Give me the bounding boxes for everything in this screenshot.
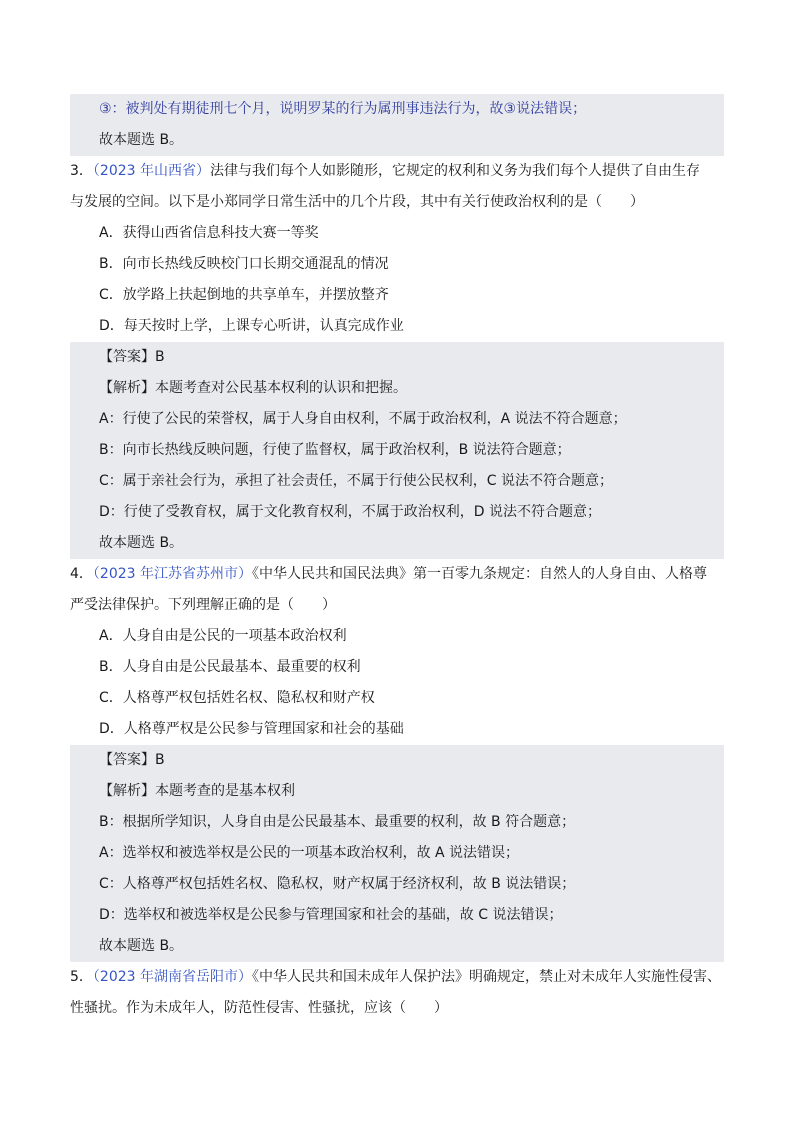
document-page bbox=[70, 94, 724, 1024]
analysis-text: 本题考查的是基本权利 bbox=[155, 783, 295, 799]
option-a: A．获得山西省信息科技大赛一等奖 bbox=[99, 225, 319, 241]
answer-tag: 【答案】 bbox=[99, 349, 155, 365]
option-c: C．人格尊严权包括姓名权、隐私权和财产权 bbox=[99, 690, 375, 706]
analysis-line: D：行使了受教育权，属于文化教育权利，不属于政治权利，D 说法不符合题意； bbox=[70, 497, 724, 528]
question-text: 法律与我们每个人如影随形，它规定的权利和义务为我们每个人提供了自由生存 bbox=[210, 163, 701, 179]
conclusion-line: 故本题选 B。 bbox=[70, 528, 724, 559]
analysis-line: A：选举权和被选举权是公民的一项基本政治权利，故 A 说法错误； bbox=[70, 838, 724, 869]
question-4-stem-cont: 严受法律保护。下列理解正确的是（ ） bbox=[70, 597, 336, 613]
analysis-line: C：人格尊严权包括姓名权、隐私权，财产权属于经济权利，故 B 说法错误； bbox=[70, 869, 724, 900]
question-5-stem bbox=[70, 962, 724, 993]
analysis-text: 本题考查对公民基本权利的认识和把握。 bbox=[155, 380, 407, 396]
analysis-line: B：向市长热线反映问题，行使了监督权，属于政治权利，B 说法符合题意； bbox=[70, 435, 724, 466]
question-number: 4． bbox=[70, 566, 93, 582]
option-a: A．人身自由是公民的一项基本政治权利 bbox=[99, 628, 347, 644]
question-number: 5． bbox=[70, 969, 93, 985]
conclusion-line: 故本题选 B。 bbox=[70, 931, 724, 962]
analysis-header bbox=[70, 776, 724, 807]
answer-value: B bbox=[155, 752, 165, 768]
question-text: 《中华人民共和国民法典》第一百零九条规定：自然人的人身自由、人格尊 bbox=[252, 566, 708, 582]
question-5-stem-cont: 性骚扰。作为未成年人，防范性侵害、性骚扰，应该（ ） bbox=[70, 1000, 448, 1016]
question-3-stem-cont: 与发展的空间。以下是小郑同学日常生活中的几个片段，其中有关行使政治权利的是（ ） bbox=[70, 194, 644, 210]
option-c: C．放学路上扶起倒地的共享单车，并摆放整齐 bbox=[99, 287, 389, 303]
analysis-header bbox=[70, 373, 724, 404]
question-4-stem bbox=[70, 559, 724, 590]
analysis-line: ③：被判处有期徒刑七个月，说明罗某的行为属刑事违法行为，故③说法错误； bbox=[70, 94, 724, 125]
answer-line bbox=[70, 342, 724, 373]
analysis-tag: 【解析】 bbox=[99, 380, 155, 396]
question-source: （2023 年山西省） bbox=[92, 163, 211, 179]
question-text: 《中华人民共和国未成年人保护法》明确规定，禁止对未成年人实施性侵害、 bbox=[252, 969, 722, 985]
analysis-line: A：行使了公民的荣誉权，属于人身自由权利，不属于政治权利，A 说法不符合题意； bbox=[70, 404, 724, 435]
answer-line bbox=[70, 745, 724, 776]
option-b: B．向市长热线反映校门口长期交通混乱的情况 bbox=[99, 256, 389, 272]
analysis-line: D：选举权和被选举权是公民参与管理国家和社会的基础，故 C 说法错误； bbox=[70, 900, 724, 931]
option-b: B．人身自由是公民最基本、最重要的权利 bbox=[99, 659, 361, 675]
analysis-tag: 【解析】 bbox=[99, 783, 155, 799]
question-source: （2023 年湖南省岳阳市） bbox=[92, 969, 253, 985]
conclusion-line: 故本题选 B。 bbox=[70, 125, 724, 156]
question-number: 3． bbox=[70, 163, 93, 179]
answer-value: B bbox=[155, 349, 165, 365]
option-d: D．人格尊严权是公民参与管理国家和社会的基础 bbox=[99, 721, 404, 737]
analysis-line: B：根据所学知识，人身自由是公民最基本、最重要的权利，故 B 符合题意； bbox=[70, 807, 724, 838]
question-3-stem bbox=[70, 156, 724, 187]
question-source: （2023 年江苏省苏州市） bbox=[92, 566, 253, 582]
answer-tag: 【答案】 bbox=[99, 752, 155, 768]
analysis-line: C：属于亲社会行为，承担了社会责任，不属于行使公民权利，C 说法不符合题意； bbox=[70, 466, 724, 497]
option-d: D．每天按时上学，上课专心听讲，认真完成作业 bbox=[99, 318, 404, 334]
